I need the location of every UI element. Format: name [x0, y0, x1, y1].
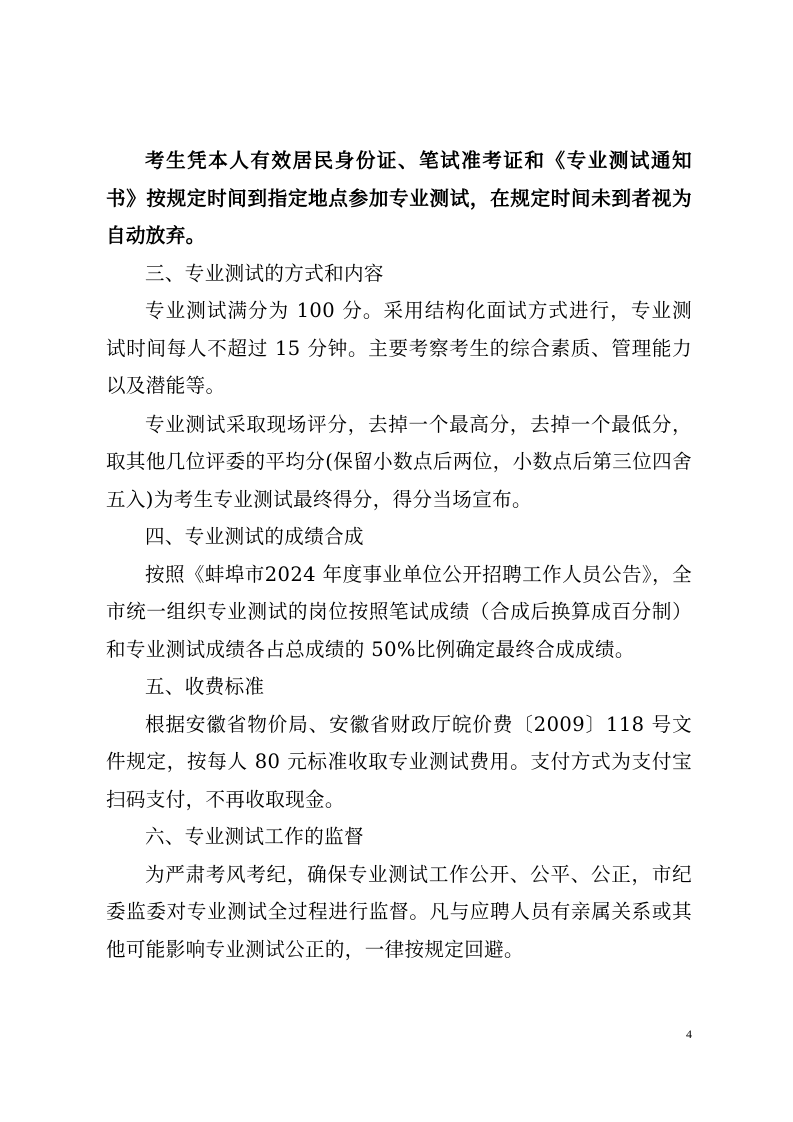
section-heading-5: 五、收费标准 [145, 675, 265, 698]
section-6-paragraph-1: 为严肃考风考纪，确保专业测试工作公开、公平、公正，市纪委监委对专业测试全过程进行监督。凡与应聘人员有亲属关系或其他可能影响专业测试公正的，一律按规定回避。 [106, 862, 692, 961]
intro-paragraph: 考生凭本人有效居民身份证、笔试准考证和《专业测试通知书》按规定时间到指定地点参加专业测试，在规定时间未到者视为自动放弃。 [106, 149, 692, 247]
section-3-paragraph-1: 专业测试满分为 100 分。采用结构化面试方式进行，专业测试时间每人不超过 15 分钟。主要考察考生的综合素质、管理能力以及潜能等。 [106, 299, 692, 397]
section-5-paragraph-1: 根据安徽省物价局、安徽省财政厅皖价费〔2009〕118 号文件规定，按每人 80 元标准收取专业测试费用。支付方式为支付宝扫码支付，不再收取现金。 [106, 712, 692, 811]
document-body [106, 142, 692, 968]
page-number: 4 [686, 1027, 692, 1041]
section-heading-3: 三、专业测试的方式和内容 [145, 261, 384, 285]
section-heading-4: 四、专业测试的成绩合成 [145, 525, 364, 548]
section-heading-6: 六、专业测试工作的监督 [145, 825, 364, 848]
section-3-paragraph-2: 专业测试采取现场评分，去掉一个最高分，去掉一个最低分，取其他几位评委的平均分(保留小数点后两位，小数点后第三位四舍五入)为考生专业测试最终得分，得分当场宣布。 [106, 412, 692, 511]
section-4-paragraph-1: 按照《蚌埠市2024 年度事业单位公开招聘工作人员公告》，全市统一组织专业测试的岗位按照笔试成绩（合成后换算成百分制）和专业测试成绩各占总成绩的 50%比例确定最终合成成绩。 [106, 562, 692, 661]
